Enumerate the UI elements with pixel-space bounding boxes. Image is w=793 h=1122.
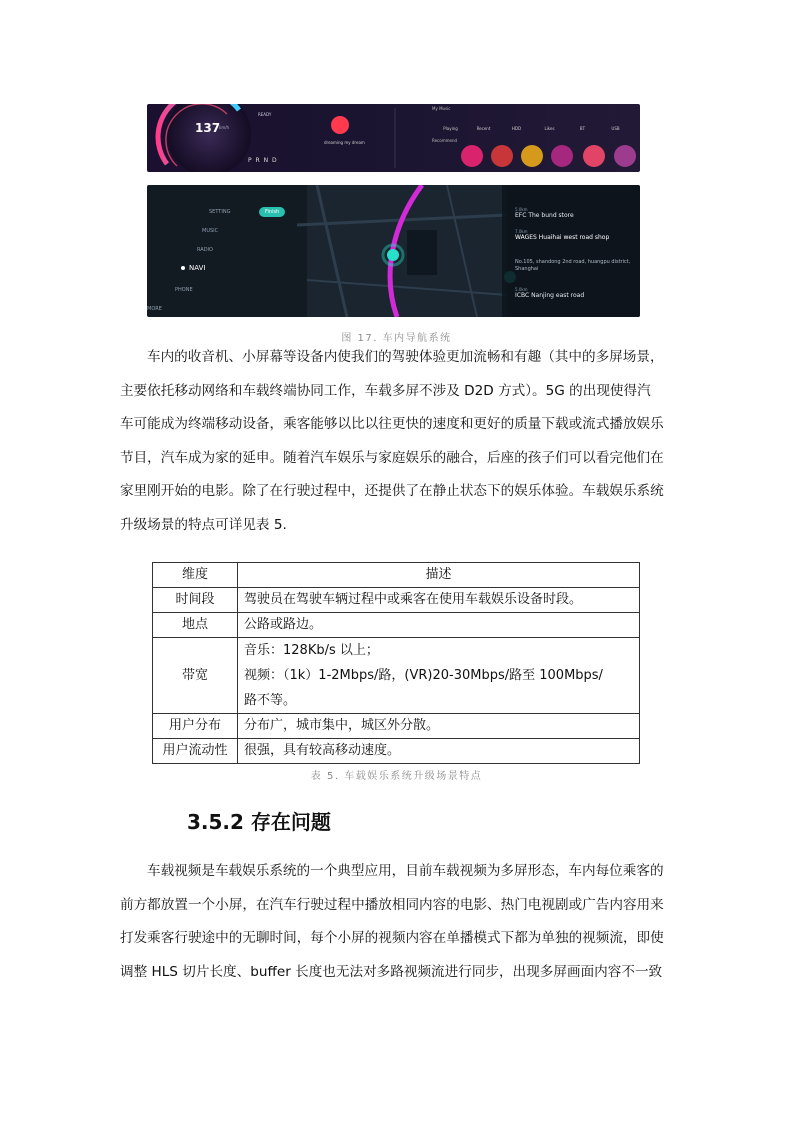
table-cell-description — [238, 638, 640, 714]
table-caption: 表 5. 车载娱乐系统升级场景特点 — [310, 771, 483, 782]
paragraph-line: 车载视频是车载娱乐系统的一个典型应用，目前车载视频为多屏形态，车内每位乘客的 — [147, 863, 664, 879]
table-row — [153, 638, 640, 714]
speed-unit: km/h — [219, 125, 230, 130]
table-row — [153, 739, 640, 764]
map-side-menu — [147, 205, 267, 317]
table-cell-description: 公路或路边。 — [238, 613, 640, 638]
poi-item[interactable] — [515, 287, 635, 299]
table-cell-dimension: 带宽 — [153, 638, 238, 714]
media-menu — [434, 126, 634, 131]
poi-item[interactable] — [515, 207, 635, 229]
table-cell-dimension: 地点 — [153, 613, 238, 638]
paragraph-problem — [120, 855, 675, 989]
song-title: dreaming my dream — [324, 140, 365, 145]
poi-name: No.105, shandong 2nd road, huangpu district, Shanghai — [515, 259, 631, 272]
menu-bt[interactable]: BT — [579, 126, 586, 131]
feature-table — [152, 562, 640, 764]
poi-distance: 5.0km — [515, 287, 528, 292]
paragraph-line: 打发乘客行驶途中的无聊时间，每个小屏的视频内容在单播模式下都为单独的视频流，即使 — [120, 930, 664, 946]
paragraph-intro — [120, 341, 675, 542]
menu-phone[interactable]: PHONE — [175, 287, 193, 293]
paragraph-line: 调整 HLS 切片长度、buffer 长度也无法对多路视频流进行同步，出现多屏画面内容不一致 — [120, 963, 663, 980]
figure-caption: 图 17. 车内导航系统 — [341, 333, 452, 344]
menu-radio[interactable]: RADIO — [197, 247, 213, 253]
table-cell-dimension: 用户分布 — [153, 714, 238, 739]
navigation-map-screenshot — [147, 185, 640, 317]
menu-hdd[interactable]: HDD — [511, 126, 522, 131]
table-cell-dimension: 时间段 — [153, 588, 238, 613]
description-line: 视频：（1k）1-2Mbps/路，(VR)20-30Mbps/路至 100Mbps/ — [244, 668, 603, 683]
poi-distance: 5.0km — [515, 207, 528, 212]
menu-more[interactable]: MORE — [147, 306, 162, 312]
menu-setting[interactable]: SETTING — [209, 209, 231, 215]
gear-indicator: P R N D — [248, 157, 278, 164]
speed-readout: 137 — [195, 121, 221, 135]
paragraph-line: 家里刚开始的电影。除了在行驶过程中，还提供了在静止状态下的娱乐体验。车载娱乐系统 — [120, 483, 664, 499]
paragraph-line: 主要依托移动网络和车载终端协同工作，车载多屏不涉及 D2D 方式）。5G 的出现使得汽 — [120, 382, 651, 399]
table-row — [153, 613, 640, 638]
ready-label: READY — [258, 112, 272, 117]
dashboard-graphic — [147, 104, 640, 172]
recommend-label: Recommend — [432, 138, 458, 143]
menu-likes[interactable]: Likes — [544, 126, 555, 131]
menu-usb[interactable]: USB — [611, 126, 620, 131]
poi-item[interactable] — [515, 229, 635, 259]
menu-music[interactable]: MUSIC — [202, 228, 219, 234]
paragraph-line: 车内的收音机、小屏幕等设备内使我们的驾驶体验更加流畅和有趣（其中的多屏场景， — [147, 349, 664, 365]
table-cell-description: 很强，具有较高移动速度。 — [238, 739, 640, 764]
table-header-cell: 描述 — [238, 563, 640, 588]
poi-list — [515, 207, 635, 299]
menu-navi[interactable]: NAVI — [189, 264, 206, 272]
paragraph-line: 车可能成为终端移动设备，乘客能够以比以往更快的速度和更好的质量下载或流式播放娱乐 — [120, 416, 664, 432]
my-music-label: My Music — [432, 106, 451, 111]
table-cell-dimension: 用户流动性 — [153, 739, 238, 764]
poi-name: EFC The bund store — [515, 212, 574, 219]
table-row — [153, 588, 640, 613]
description-line: 路不等。 — [244, 693, 297, 708]
poi-name: WAGES Huaihai west road shop — [515, 234, 610, 241]
poi-distance: 7.0km — [515, 229, 528, 234]
menu-recent[interactable]: Recent — [476, 126, 491, 131]
table-cell-description: 驾驶员在驾驶车辆过程中或乘客在使用车载娱乐设备时段。 — [238, 588, 640, 613]
poi-name: ICBC Nanjing east road — [515, 292, 585, 299]
dashboard-screenshot — [147, 104, 640, 172]
table-header-row — [153, 563, 640, 588]
paragraph-line: 节目，汽车成为家的延申。随着汽车娱乐与家庭娱乐的融合，后座的孩子们可以看完他们在 — [120, 449, 664, 466]
paragraph-line: 前方都放置一个小屏，在汽车行驶过程中播放相同内容的电影、热门电视剧或广告内容用来 — [120, 896, 664, 913]
description-line: 音乐：128Kb/s 以上； — [244, 643, 379, 658]
table-row — [153, 714, 640, 739]
menu-playing[interactable]: Playing — [443, 126, 458, 131]
table-cell-description: 分布广，城市集中，城区外分散。 — [238, 714, 640, 739]
table-header-cell: 维度 — [153, 563, 238, 588]
paragraph-line: 升级场景的特点可详见表 5. — [120, 516, 287, 533]
section-heading: 3.5.2 存在问题 — [187, 810, 331, 834]
finish-button[interactable]: Finish — [259, 207, 285, 217]
poi-item[interactable] — [515, 259, 635, 287]
